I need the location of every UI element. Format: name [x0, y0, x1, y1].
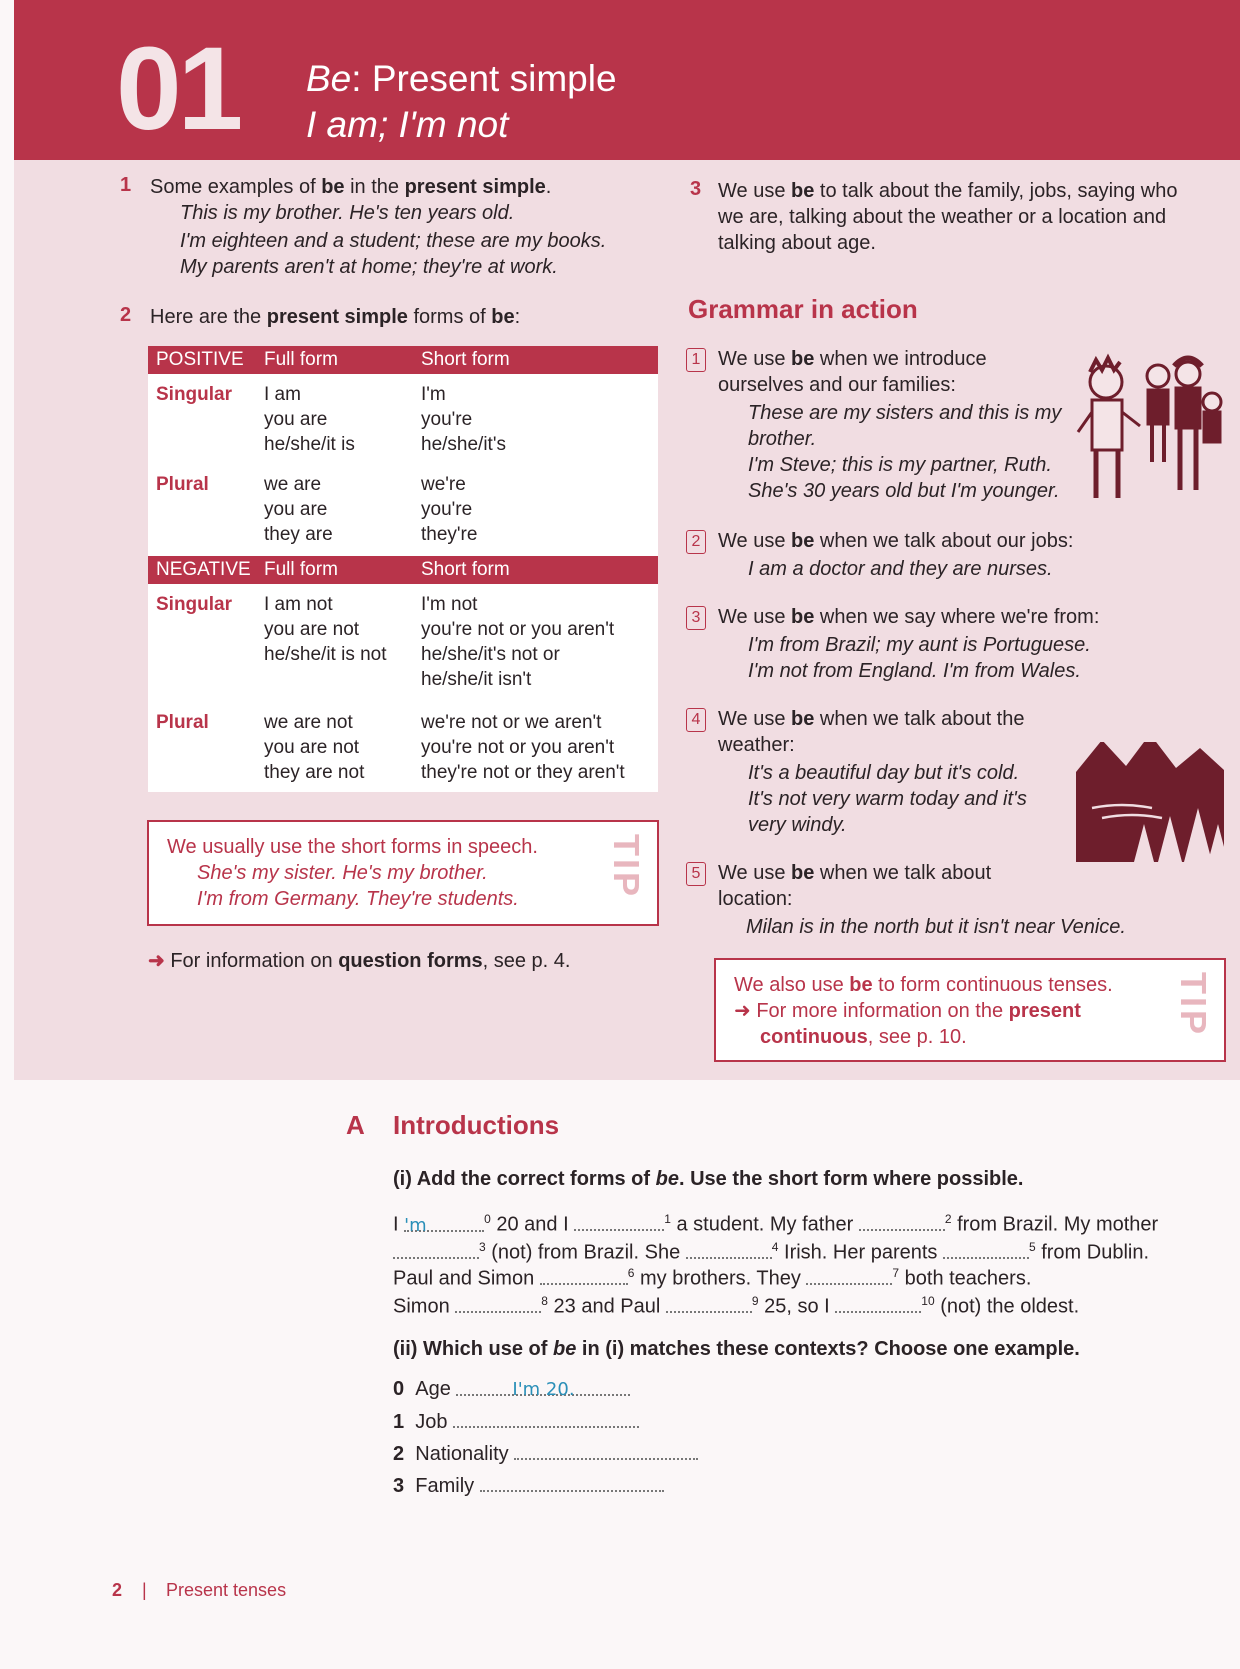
forms-table	[148, 346, 658, 792]
exercise-instruction-2: (ii) Which use of be in (i) matches these contexts? Choose one example.	[393, 1338, 1080, 1360]
weather-landscape-illustration	[1072, 712, 1228, 864]
gia-item-5: We use be when we talk about location:	[718, 862, 992, 910]
unit-number: 01	[116, 23, 240, 155]
short-form-cell: I'm not you're not or you aren't he/she/it's not or he/she/it isn't	[421, 594, 615, 690]
unit-subtitle: I am; I'm not	[306, 104, 509, 145]
gia-examples-1: These are my sisters and this is my brother. I'm Steve; this is my partner, Ruth. She's 30 years old but I'm younger.	[748, 402, 1062, 502]
context-row: 3 Family	[393, 1472, 664, 1499]
row-label-plural: Plural	[156, 712, 209, 733]
full-form-cell: we are not you are not they are not	[264, 712, 365, 783]
exercise-line-4: Simon $^8$ 23 and Paul $^9$ 25, so I $^{10}$ (not) the oldest.	[393, 1294, 1080, 1318]
exercise-instruction-1: (i) Add the correct forms of be. Use the short form where possible.	[393, 1168, 1024, 1190]
answer-blank-7[interactable]	[806, 1265, 892, 1285]
gia-examples-3: I'm from Brazil; my aunt is Portuguese. I'm not from England. I'm from Wales.	[748, 634, 1091, 682]
section3-text: We use be to talk about the family, jobs, saying who we are, talking about the weather or a location and talking about age.	[718, 180, 1178, 254]
arrow-right-icon: ➜	[148, 950, 165, 972]
tip-label: TIP	[1173, 972, 1214, 1038]
gia-item-2: We use be when we talk about our jobs:	[718, 530, 1074, 552]
context-answer-1[interactable]	[453, 1408, 639, 1428]
footer-section: Present tenses	[166, 1580, 287, 1600]
exercise-title: Introductions	[393, 1110, 560, 1140]
context-row: 1 Job	[393, 1408, 639, 1435]
context-row: 0 Age I'm 20.	[393, 1376, 630, 1402]
footer-divider: |	[142, 1580, 147, 1600]
tip-box	[714, 958, 1226, 1062]
tip-text: ➜ For more information on the present	[734, 1000, 1081, 1022]
full-form-cell: I am not you are not he/she/it is not	[264, 594, 387, 665]
context-answer-0[interactable]: I'm 20.	[456, 1376, 630, 1396]
answer-blank-9[interactable]	[666, 1293, 752, 1313]
answer-blank-5[interactable]	[943, 1239, 1029, 1259]
exercise-line-2: $^3$ (not) from Brazil. She $^4$ Irish. Her parents $^5$ from Dublin.	[393, 1234, 1149, 1266]
exercise-line-1: I 'm $^0$ 20 and I $^1$ a student. My father $^2$ from Brazil. My mother	[393, 1212, 1159, 1236]
tip-example: She's my sister. He's my brother.	[197, 862, 488, 884]
gia-item-4: We use be when we talk about the weather:	[718, 708, 1025, 756]
point-number: 2	[120, 304, 132, 326]
context-answer-3[interactable]	[480, 1472, 664, 1492]
gia-examples-4: It's a beautiful day but it's cold. It's not very warm today and it's very windy.	[748, 762, 1027, 836]
row-label-singular: Singular	[156, 594, 233, 615]
gia-examples-2: I am a doctor and they are nurses.	[748, 558, 1053, 580]
item-number-badge: 3	[686, 606, 706, 630]
section1-text: Some examples of be in the present simple.	[150, 176, 552, 198]
answer-blank-10[interactable]	[835, 1293, 921, 1313]
answer-blank-4[interactable]	[686, 1239, 772, 1259]
full-form-cell: we are you are they are	[264, 474, 333, 545]
negative-header: NEGATIVE Full form Short form	[148, 556, 658, 584]
point-number: 1	[120, 174, 132, 196]
tip-example: I'm from Germany. They're students.	[197, 888, 519, 910]
gia-item-1: We use be when we introduce ourselves and our families:	[718, 348, 987, 396]
tip-box	[147, 820, 659, 926]
answer-blank-3[interactable]	[393, 1239, 479, 1259]
gia-item-3: We use be when we say where we're from:	[718, 606, 1100, 628]
full-form-cell: I am you are he/she/it is	[264, 384, 355, 455]
grammar-in-action-heading: Grammar in action	[688, 294, 918, 324]
answer-blank-6[interactable]	[540, 1265, 628, 1285]
unit-title: Be: Present simple	[306, 58, 617, 99]
tip-label: TIP	[606, 834, 647, 900]
arrow-right-icon: ➜	[734, 1000, 757, 1022]
family-illustration	[1076, 352, 1224, 502]
context-answer-2[interactable]	[514, 1440, 698, 1460]
short-form-cell: we're not or we aren't you're not or you aren't they're not or they aren't	[421, 712, 625, 783]
item-number-badge: 1	[686, 348, 706, 372]
example: My parents aren't at home; they're at work.	[180, 256, 558, 278]
row-label-plural: Plural	[156, 474, 209, 495]
point-number: 3	[690, 178, 702, 200]
exercise-letter: A	[346, 1110, 365, 1140]
example: This is my brother. He's ten years old.	[180, 202, 515, 224]
context-row: 2 Nationality	[393, 1440, 698, 1467]
page-number: 2	[112, 1580, 123, 1600]
tip-text: continuous, see p. 10.	[760, 1026, 967, 1048]
example: I'm eighteen and a student; these are my books.	[180, 230, 607, 252]
short-form-cell: we're you're they're	[421, 474, 478, 545]
item-number-badge: 5	[686, 862, 706, 886]
gia-examples-5: Milan is in the north but it isn't near Venice.	[746, 916, 1126, 938]
section2-text: Here are the present simple forms of be:	[150, 306, 521, 328]
answer-blank-2[interactable]	[859, 1211, 945, 1231]
answer-blank-8[interactable]	[455, 1293, 541, 1313]
exercise-line-3: Paul and Simon $^6$ my brothers. They $^7$ both teachers.	[393, 1266, 1032, 1290]
positive-header: POSITIVE Full form Short form	[148, 346, 658, 374]
short-form-cell: I'm you're he/she/it's	[421, 384, 506, 455]
row-label-singular: Singular	[156, 384, 233, 405]
tip-text: We usually use the short forms in speech.	[167, 836, 538, 858]
answer-blank-0[interactable]: 'm	[404, 1212, 484, 1232]
tip-text: We also use be to form continuous tenses.	[734, 974, 1113, 996]
item-number-badge: 4	[686, 708, 706, 732]
item-number-badge: 2	[686, 530, 706, 554]
question-forms-ref: ➜ For information on question forms, see p. 4.	[148, 950, 571, 972]
answer-blank-1[interactable]	[574, 1211, 664, 1231]
